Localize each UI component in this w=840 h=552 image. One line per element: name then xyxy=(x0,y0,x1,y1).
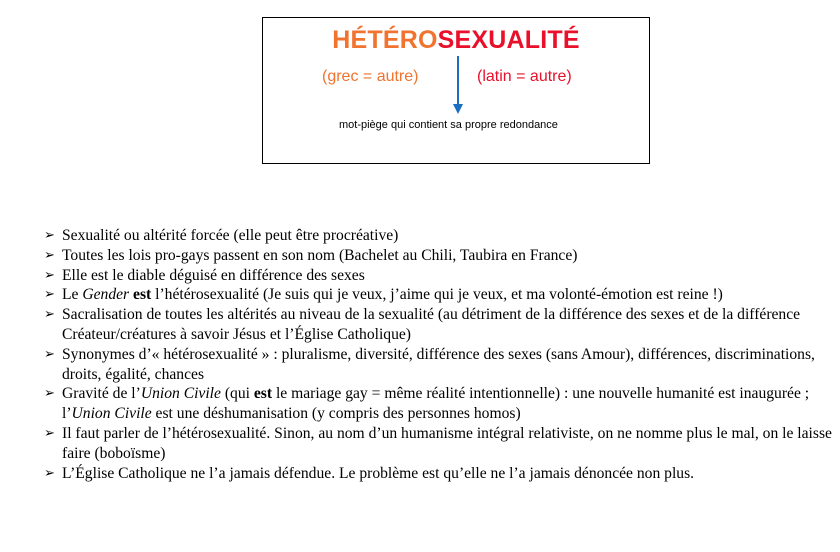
bullet-list xyxy=(42,226,832,483)
title-latin-part: SEXUALITÉ xyxy=(437,26,580,54)
bullet-arrow-icon: ➢ xyxy=(44,465,55,481)
list-item: ➢ Le Gender est l’hétérosexualité (Je suis qui je veux, j’aime qui je veux, et ma volonté-émotion est reine !) xyxy=(44,286,723,304)
list-item: ➢ Sexualité ou altérité forcée (elle peut être procréative) xyxy=(44,227,399,244)
note-greek: (grec = autre) xyxy=(322,68,419,85)
list-item: ➢ Toutes les lois pro-gays passent en son nom (Bachelet au Chili, Taubira en France) xyxy=(44,246,578,264)
bullet-arrow-icon: ➢ xyxy=(44,228,55,243)
list-item: ➢ Elle est le diable déguisé en différence des sexes xyxy=(44,266,365,284)
title-heterosexualite xyxy=(263,26,649,55)
bullet-arrow-icon: ➢ xyxy=(44,267,55,283)
note-latin: (latin = autre) xyxy=(477,68,572,85)
bullet-arrow-icon: ➢ xyxy=(44,247,55,263)
bullet-arrow-icon: ➢ xyxy=(44,307,55,323)
down-arrow-icon xyxy=(451,56,465,116)
bullet-arrow-icon: ➢ xyxy=(44,425,55,441)
list-item: ➢ Sacralisation de toutes les altérités au niveau de la sexualité (au détriment de la différence des sexes et de la différence Créateur/créatures à savoir Jésus et l’Église Catholique) xyxy=(44,306,801,343)
bullet-arrow-icon: ➢ xyxy=(44,346,55,362)
bullet-arrow-icon: ➢ xyxy=(44,386,55,402)
list-item: ➢ L’Église Catholique ne l’a jamais défendue. Le problème est qu’elle ne l’a jamais dénoncée non plus. xyxy=(44,464,695,482)
list-item: ➢ Il faut parler de l’hétérosexualité. Sinon, au nom d’un humanisme intégral relativiste, on ne nomme plus le mal, on le laisse faire (boboïsme) xyxy=(44,424,832,462)
list-item: ➢ Synonymes d’« hétérosexualité » : pluralisme, diversité, différence des sexes (sans Amour), différences, discriminations, droits, égalité, chances xyxy=(44,345,815,383)
title-greek-part: HÉTÉRO xyxy=(332,26,438,54)
bullet-arrow-icon: ➢ xyxy=(44,287,55,303)
list-item: ➢ Gravité de l’Union Civile (qui est le mariage gay = même réalité intentionnelle) : une nouvelle humanité est inaugurée ; l’Union Civile est une déshumanisation (y compris des personnes homos) xyxy=(44,385,810,423)
definition-box xyxy=(262,17,650,164)
caption: mot-piège qui contient sa propre redondance xyxy=(339,119,558,131)
